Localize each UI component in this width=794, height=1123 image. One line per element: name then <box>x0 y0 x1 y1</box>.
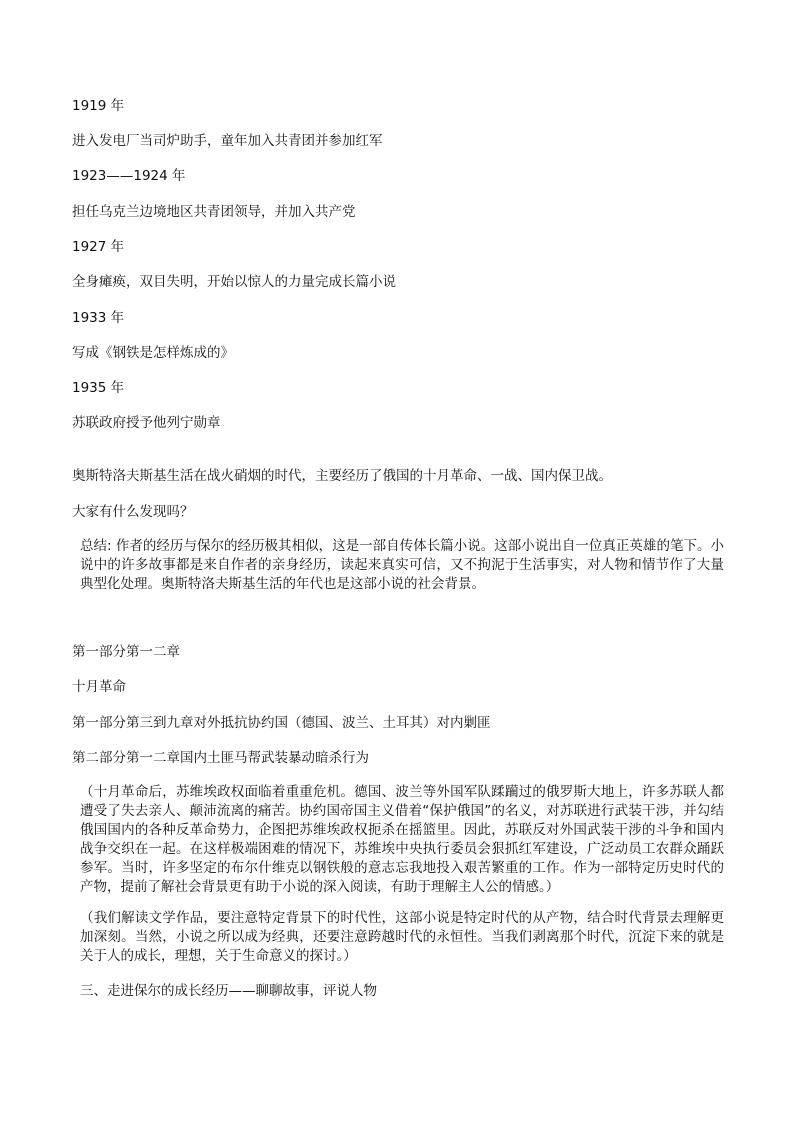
question: 大家有什么发现吗？ <box>72 504 194 520</box>
section-heading: 三、走进保尔的成长经历——聊聊故事，评说人物 <box>80 983 377 999</box>
timeline-year-1933: 1933 年 <box>72 310 125 326</box>
background-sentence: 奥斯特洛夫斯基生活在战火硝烟的时代，主要经历了俄国的十月革命、一战、国内保卫战。 <box>72 468 612 484</box>
outline-item-1: 第一部分第一二章 <box>72 644 180 660</box>
outline-item-2: 十月革命 <box>72 679 126 695</box>
summary-paragraph: 总结: 作者的经历与保尔的经历极其相似，这是一部自传体长篇小说。这部小说出自一位真正英雄的笔下。小说中的许多故事都是来自作者的亲身经历，读起来真实可信，又不拘泥于生活事实，对人物和情节作了大量典型化处理。奥斯特洛夫斯基生活的年代也是这部小说的社会背景。 <box>80 538 724 592</box>
timeline-year-1923: 1923——1924 年 <box>72 168 186 184</box>
outline-item-4: 第二部分第一二章国内土匪马帮武装暴动暗杀行为 <box>72 750 369 766</box>
timeline-event-1923: 担任乌克兰边境地区共青团领导，并加入共产党 <box>72 204 356 220</box>
timeline-event-1927: 全身瘫痪，双目失明，开始以惊人的力量完成长篇小说 <box>72 274 396 290</box>
timeline-event-1919: 进入发电厂当司炉助手，童年加入共青团并参加红军 <box>72 133 383 149</box>
timeline-event-1933: 写成《钢铁是怎样炼成的》 <box>72 345 234 361</box>
history-paragraph: （十月革命后，苏维埃政权面临着重重危机。德国、波兰等外国军队蹂躏过的俄罗斯大地上，许多苏联人都遭受了失去亲人、颠沛流离的痛苦。协约国帝国主义借着“保护俄国”的名义，对苏联进行武装干涉，并勾结俄国国内的各种反革命势力，企图把苏维埃政权扼杀在摇篮里。因此，苏联反对外国武装干涉的斗争和国内战争交织在一起。在这样极端困难的情况下，苏维埃中央执行委员会狠抓红军建设，广泛动员工农群众踊跃参军。当时，许多坚定的布尔什维克以钢铁般的意志忘我地投入艰苦繁重的工作。作为一部特定历史时代的产物，提前了解社会背景更有助于小说的深入阅读，有助于理解主人公的情感。） <box>80 784 724 895</box>
timeline-year-1919: 1919 年 <box>72 98 125 114</box>
timeline-year-1935: 1935 年 <box>72 380 125 396</box>
reading-note-paragraph: （我们解读文学作品，要注意特定背景下的时代性，这部小说是特定时代的从产物，结合时代背景去理解更加深刻。当然，小说之所以成为经典，还要注意跨越时代的永恒性。当我们剥离那个时代，沉淀下来的就是关于人的成长，理想，关于生命意义的探讨。） <box>80 910 724 964</box>
timeline-event-1935: 苏联政府授予他列宁勋章 <box>72 415 221 431</box>
outline-item-3: 第一部分第三到九章对外抵抗协约国（德国、波兰、土耳其）对内剿匪 <box>72 715 491 731</box>
timeline-year-1927: 1927 年 <box>72 239 125 255</box>
